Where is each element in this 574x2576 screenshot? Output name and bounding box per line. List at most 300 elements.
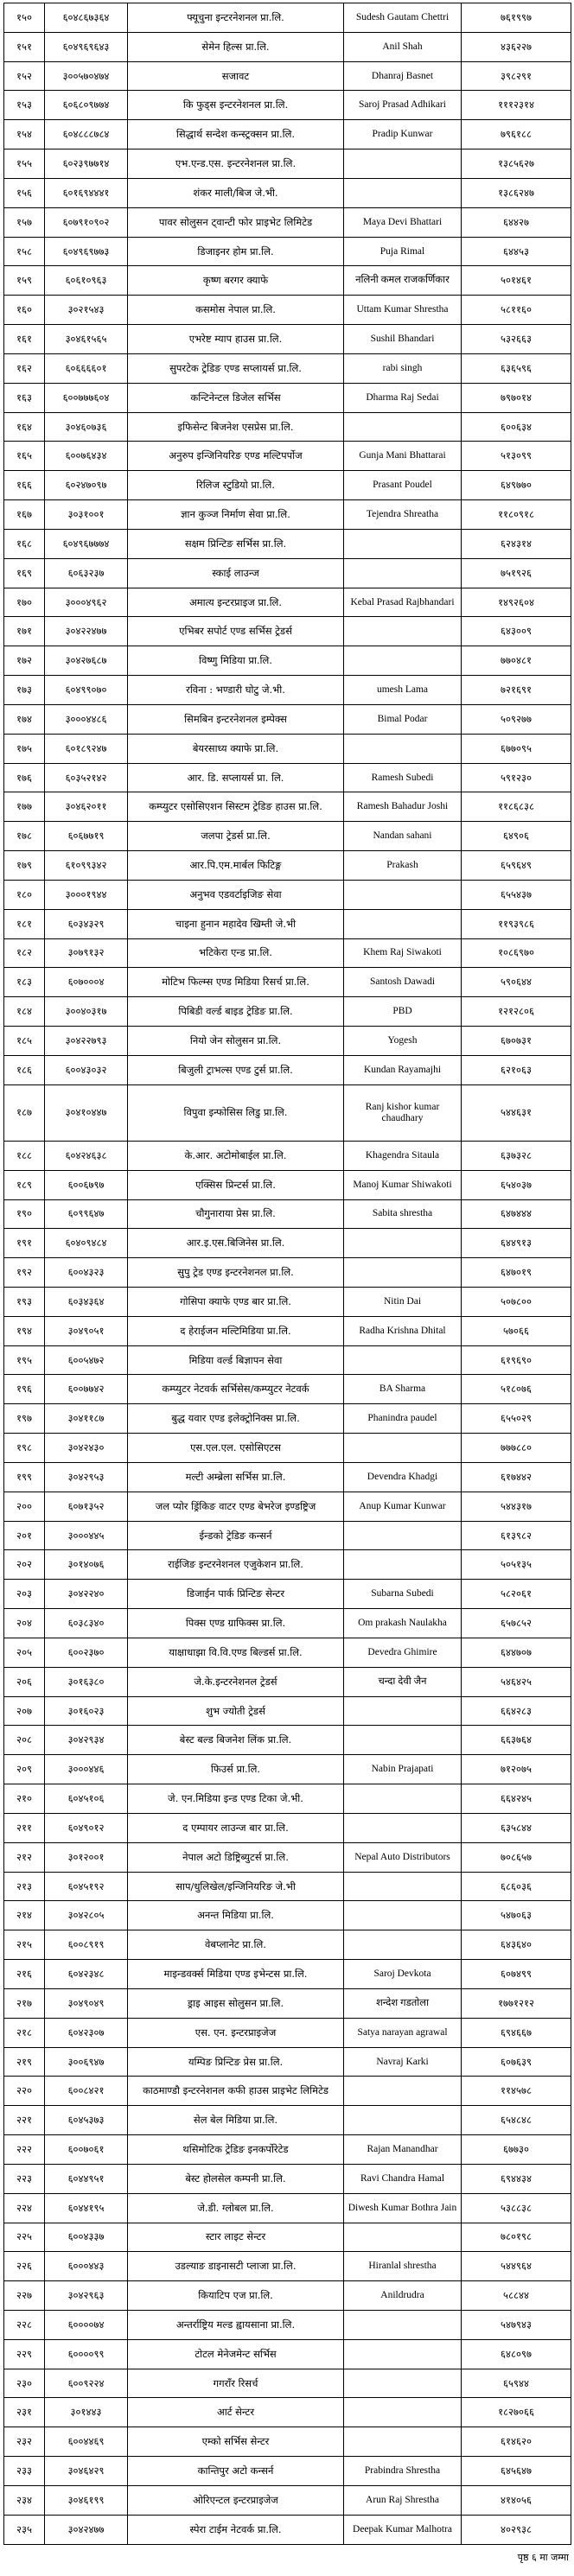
amount-cell: ५१८०७६ <box>462 1375 571 1404</box>
contact-person-cell <box>344 529 462 558</box>
serial-number-cell: २१२ <box>4 1842 45 1872</box>
table-row <box>4 353 571 383</box>
pan-number-cell: ३०४२४७७ <box>45 2515 128 2544</box>
company-name-cell: सेल बेल मिडिया प्रा.लि. <box>128 2106 344 2135</box>
pan-number-cell: ३०००४४६ <box>45 1755 128 1784</box>
company-name-cell: पिबिडी वर्ल्ड बाइड ट्रेडिङ प्रा.लि. <box>128 997 344 1027</box>
table-row <box>4 237 571 266</box>
table-row <box>4 1550 571 1580</box>
taxpayer-table <box>3 3 571 2545</box>
contact-person-cell: Tejendra Shreatha <box>344 500 462 530</box>
table-row <box>4 2077 571 2106</box>
company-name-cell: अनुरुप इन्जिनियरिङ एण्ड मल्टिपर्पोज <box>128 442 344 471</box>
amount-cell: ६५९६४९ <box>462 851 571 881</box>
serial-number-cell: २०८ <box>4 1726 45 1755</box>
pan-number-cell: ६०४२३४८ <box>45 1960 128 1989</box>
serial-number-cell: १८६ <box>4 1055 45 1084</box>
table-row <box>4 2223 571 2252</box>
serial-number-cell: १९७ <box>4 1404 45 1434</box>
contact-person-cell: Sudesh Gautam Chettri <box>344 3 462 33</box>
contact-person-cell: Om prakash Naulakha <box>344 1609 462 1638</box>
pan-number-cell: ६०४५१०६ <box>45 1784 128 1814</box>
amount-cell: ६२१०६३ <box>462 1055 571 1084</box>
company-name-cell: जल प्योर ड्रिंकिङ वाटर एण्ड बेभरेज इण्डष्ट्रिज <box>128 1492 344 1521</box>
serial-number-cell: १५५ <box>4 149 45 179</box>
table-row <box>4 32 571 61</box>
company-name-cell: मिडिया वर्ल्ड बिज्ञापन सेवा <box>128 1345 344 1375</box>
contact-person-cell <box>344 1258 462 1288</box>
table-row <box>4 1609 571 1638</box>
company-name-cell: बेस्ट होलसेल कम्पनी प्रा.लि. <box>128 2164 344 2193</box>
pan-number-cell: ६०९९६४७ <box>45 1199 128 1229</box>
contact-person-cell: Khagendra Sitaula <box>344 1141 462 1170</box>
amount-cell: ६४७०१९ <box>462 1258 571 1288</box>
amount-cell: १७७१२१२ <box>462 1988 571 2018</box>
serial-number-cell: १५४ <box>4 120 45 149</box>
table-row <box>4 734 571 763</box>
contact-person-cell: Satya narayan agrawal <box>344 2018 462 2047</box>
amount-cell: ५९१२३० <box>462 763 571 792</box>
company-name-cell: अनुभव एडवर्टाइजिङ सेवा <box>128 880 344 909</box>
amount-cell: १३८५६२७ <box>462 149 571 179</box>
amount-cell: ६४४५३ <box>462 237 571 266</box>
amount-cell: ६१९६९० <box>462 1345 571 1375</box>
amount-cell: ६५७८५२ <box>462 1609 571 1638</box>
pan-number-cell: ६००७७७६०४ <box>45 383 128 412</box>
amount-cell: ६७७०९५ <box>462 734 571 763</box>
pan-number-cell: ६००४३३७ <box>45 2223 128 2252</box>
table-row <box>4 2485 571 2515</box>
contact-person-cell: umesh Lama <box>344 676 462 705</box>
pan-number-cell: ३०४२४३० <box>45 1434 128 1463</box>
company-name-cell: बेयरसाध्य क्याफे प्रा.लि. <box>128 734 344 763</box>
serial-number-cell: २०४ <box>4 1609 45 1638</box>
table-row <box>4 997 571 1027</box>
company-name-cell: द हेराईजन मल्टिमिडिया प्रा.लि. <box>128 1316 344 1345</box>
amount-cell: ६१४६२० <box>462 2427 571 2457</box>
company-name-cell: कृष्ण बरगर क्याफे <box>128 266 344 296</box>
amount-cell: ७६१९९७ <box>462 3 571 33</box>
amount-cell: ६४९७७० <box>462 471 571 500</box>
contact-person-cell <box>344 2369 462 2398</box>
contact-person-cell <box>344 1521 462 1550</box>
table-row <box>4 1434 571 1463</box>
table-row <box>4 1316 571 1345</box>
serial-number-cell: १७८ <box>4 822 45 851</box>
company-name-cell: ओरिएन्टल इन्टरप्राइजेज <box>128 2485 344 2515</box>
company-name-cell: शुभ ज्योती ट्रेडर्स <box>128 1696 344 1726</box>
pan-number-cell: ३०१४४३ <box>45 2398 128 2427</box>
serial-number-cell: १९२ <box>4 1258 45 1288</box>
table-row <box>4 383 571 412</box>
table-row <box>4 2427 571 2457</box>
amount-cell: ६६४२४५ <box>462 1784 571 1814</box>
company-name-cell: कियाटिप एज प्रा.लि. <box>128 2281 344 2311</box>
contact-person-cell <box>344 149 462 179</box>
serial-number-cell: २१९ <box>4 2047 45 2077</box>
amount-cell: ६७०७३१ <box>462 1026 571 1055</box>
table-row <box>4 61 571 91</box>
serial-number-cell: १७४ <box>4 704 45 734</box>
pan-number-cell: ३०४६४२९ <box>45 2457 128 2486</box>
table-row <box>4 325 571 354</box>
amount-cell: १४९२६०४ <box>462 588 571 617</box>
amount-cell: ७८०१९८ <box>462 2223 571 2252</box>
table-row <box>4 266 571 296</box>
table-row <box>4 529 571 558</box>
contact-person-cell: Sabita shrestha <box>344 1199 462 1229</box>
table-row <box>4 412 571 442</box>
contact-person-cell <box>344 1345 462 1375</box>
amount-cell: ७७०४८१ <box>462 646 571 676</box>
contact-person-cell <box>344 1726 462 1755</box>
company-name-cell: आर.इ.एस.बिजिनेस प्रा.लि. <box>128 1229 344 1258</box>
pan-number-cell: ६००६७९७ <box>45 1170 128 1199</box>
serial-number-cell: २०५ <box>4 1638 45 1667</box>
serial-number-cell: १७० <box>4 588 45 617</box>
table-row <box>4 500 571 530</box>
serial-number-cell: २१४ <box>4 1901 45 1930</box>
pan-number-cell: ३०००४४८६ <box>45 704 128 734</box>
table-row <box>4 1170 571 1199</box>
amount-cell: ६४८०९७ <box>462 2339 571 2369</box>
company-name-cell: विपुवा इन्फोसिस लिडु प्रा.लि. <box>128 1084 344 1141</box>
pan-number-cell: ६०३४३६४ <box>45 1288 128 1317</box>
contact-person-cell: Puja Rimal <box>344 237 462 266</box>
pan-number-cell: ३०१६३८० <box>45 1667 128 1696</box>
serial-number-cell: २२१ <box>4 2106 45 2135</box>
company-name-cell: मोटिभ फिल्म्स एण्ड मिडिया रिसर्च प्रा.लि. <box>128 968 344 997</box>
company-name-cell: एम्को सर्भिस सेन्टर <box>128 2427 344 2457</box>
table-row <box>4 880 571 909</box>
pan-number-cell: ६०२४७०९७ <box>45 471 128 500</box>
contact-person-cell <box>344 1434 462 1463</box>
table-row <box>4 120 571 149</box>
pan-number-cell: ६०६८०९७७४ <box>45 91 128 120</box>
amount-cell: ६४४९१३ <box>462 1229 571 1258</box>
pan-number-cell: ६०४०९४८४ <box>45 1229 128 1258</box>
table-row <box>4 1084 571 1141</box>
table-row <box>4 2339 571 2369</box>
company-name-cell: ड्राइ आइस सोलुसन प्रा.लि. <box>128 1988 344 2018</box>
pan-number-cell: ६००२३७० <box>45 1638 128 1667</box>
contact-person-cell: Saroj Prasad Adhikari <box>344 91 462 120</box>
amount-cell: १११२३१४ <box>462 91 571 120</box>
contact-person-cell: Anil Shah <box>344 32 462 61</box>
serial-number-cell: १७२ <box>4 646 45 676</box>
table-row <box>4 1988 571 2018</box>
contact-person-cell <box>344 178 462 207</box>
pan-number-cell: ६०४४९५१ <box>45 2164 128 2193</box>
pan-number-cell: ६००७०६१ <box>45 2135 128 2165</box>
table-row <box>4 2310 571 2339</box>
contact-person-cell: Phanindra paudel <box>344 1404 462 1434</box>
company-name-cell: शंकर माली/बिज जे.भी. <box>128 178 344 207</box>
serial-number-cell: २२८ <box>4 2310 45 2339</box>
amount-cell: ६०७६३९ <box>462 2047 571 2077</box>
pan-number-cell: ६०७०००४ <box>45 968 128 997</box>
amount-cell: ६७७३० <box>462 2135 571 2165</box>
amount-cell: ७९७०१४ <box>462 383 571 412</box>
contact-person-cell: Hiranlal shrestha <box>344 2252 462 2281</box>
company-name-cell: एभिबर सपोर्ट एण्ड सर्भिस ट्रेडर्स <box>128 617 344 646</box>
table-row <box>4 646 571 676</box>
pan-number-cell: ३०४२८०५ <box>45 1901 128 1930</box>
contact-person-cell: Sushil Bhandari <box>344 325 462 354</box>
amount-cell: ६४३६४० <box>462 1930 571 1960</box>
company-name-cell: डिजाईन पार्क प्रिन्टिङ सेन्टर <box>128 1580 344 1609</box>
table-row <box>4 1813 571 1842</box>
contact-person-cell: Kebal Prasad Rajbhandari <box>344 588 462 617</box>
pan-number-cell: ३०४१०४४७ <box>45 1084 128 1141</box>
company-name-cell: एभरेष्ट म्याप हाउस प्रा.लि. <box>128 325 344 354</box>
serial-number-cell: १६५ <box>4 442 45 471</box>
table-row <box>4 2106 571 2135</box>
pan-number-cell: ६०४८६७३६४ <box>45 3 128 33</box>
company-name-cell: सुपु ट्रेड एण्ड इन्टरनेशनल प्रा.लि. <box>128 1258 344 1288</box>
table-row <box>4 763 571 792</box>
contact-person-cell: Manoj Kumar Shiwakoti <box>344 1170 462 1199</box>
table-row <box>4 1521 571 1550</box>
company-name-cell: ईन्डको ट्रेडिङ कन्सर्न <box>128 1521 344 1550</box>
pan-number-cell: ६०३८३४० <box>45 1609 128 1638</box>
table-row <box>4 1901 571 1930</box>
pan-number-cell: ३०४२२४० <box>45 1580 128 1609</box>
table-row <box>4 1667 571 1696</box>
contact-person-cell <box>344 646 462 676</box>
pan-number-cell: ३०४२९६३ <box>45 2281 128 2311</box>
table-row <box>4 1580 571 1609</box>
contact-person-cell <box>344 909 462 938</box>
company-name-cell: रिलिज स्टुडियो प्रा.लि. <box>128 471 344 500</box>
table-row <box>4 1288 571 1317</box>
company-name-cell: यम्पिङ प्रिन्टिङ प्रेस प्रा.लि. <box>128 2047 344 2077</box>
serial-number-cell: २०२ <box>4 1550 45 1580</box>
amount-cell: १०८६९७० <box>462 938 571 968</box>
contact-person-cell: Dhanraj Basnet <box>344 61 462 91</box>
amount-cell: ७५१९२६ <box>462 558 571 588</box>
company-name-cell: सिद्धार्थ सन्देश कन्स्ट्रक्सन प्रा.लि. <box>128 120 344 149</box>
contact-person-cell: Ramesh Subedi <box>344 763 462 792</box>
contact-person-cell <box>344 2077 462 2106</box>
company-name-cell: नियो जेन सोलुसन प्रा.लि. <box>128 1026 344 1055</box>
contact-person-cell: Devendra Khadgi <box>344 1462 462 1492</box>
serial-number-cell: १६७ <box>4 500 45 530</box>
contact-person-cell: Navraj Karki <box>344 2047 462 2077</box>
pan-number-cell: ६००००७४ <box>45 2310 128 2339</box>
serial-number-cell: १९३ <box>4 1288 45 1317</box>
pan-number-cell: ६०६३२३७ <box>45 558 128 588</box>
table-row <box>4 704 571 734</box>
amount-cell: १३८६२४७ <box>462 178 571 207</box>
pan-number-cell: ६०३५२१४२ <box>45 763 128 792</box>
contact-person-cell: Ravi Chandra Hamal <box>344 2164 462 2193</box>
company-name-cell: बेस्ट बल्ड बिजनेश लिंक प्रा.लि. <box>128 1726 344 1755</box>
serial-number-cell: २२५ <box>4 2223 45 2252</box>
pan-number-cell: ६०७१३५२ <box>45 1492 128 1521</box>
amount-cell: १८२७०६६ <box>462 2398 571 2427</box>
pan-number-cell: ६००४३०३२ <box>45 1055 128 1084</box>
table-row <box>4 1055 571 1084</box>
serial-number-cell: १५३ <box>4 91 45 120</box>
pan-number-cell: ६०४४१९५ <box>45 2193 128 2223</box>
amount-cell: ६४४७०७ <box>462 1638 571 1667</box>
contact-person-cell: चन्दा देवी जैन <box>344 1667 462 1696</box>
pan-number-cell: ६०६१०९६३ <box>45 266 128 296</box>
serial-number-cell: १७१ <box>4 617 45 646</box>
table-row <box>4 1404 571 1434</box>
amount-cell: ५०९२७७ <box>462 704 571 734</box>
pan-number-cell: ६०२३९७७१४ <box>45 149 128 179</box>
amount-cell: ६१७४४२ <box>462 1462 571 1492</box>
pan-number-cell: ३०१६०२३ <box>45 1696 128 1726</box>
serial-number-cell: २२३ <box>4 2164 45 2193</box>
serial-number-cell: १५७ <box>4 207 45 237</box>
company-name-cell: के.आर. अटोमोबाईल प्रा.लि. <box>128 1141 344 1170</box>
pan-number-cell: ३०००४४५ <box>45 1521 128 1550</box>
amount-cell: ६४३००९ <box>462 617 571 646</box>
pan-number-cell: ३०००१९४४ <box>45 880 128 909</box>
table-row <box>4 2047 571 2077</box>
company-name-cell: कम्प्युटर एसोसिएशन सिस्टम ट्रेडिङ हाउस प्रा.लि. <box>128 792 344 822</box>
amount-cell: ६५५४३७ <box>462 880 571 909</box>
pan-number-cell: ६०४८८८७८४ <box>45 120 128 149</box>
contact-person-cell <box>344 1550 462 1580</box>
serial-number-cell: १५१ <box>4 32 45 61</box>
company-name-cell: सजावट <box>128 61 344 91</box>
amount-cell: ५४४३१७ <box>462 1492 571 1521</box>
pan-number-cell: ६०१६९४४४१ <box>45 178 128 207</box>
pan-number-cell: ३००५७०४७४ <box>45 61 128 91</box>
contact-person-cell <box>344 1696 462 1726</box>
amount-cell: ६३५८४४ <box>462 1813 571 1842</box>
table-row <box>4 851 571 881</box>
pan-number-cell: ६००८९१९ <box>45 1930 128 1960</box>
serial-number-cell: २३५ <box>4 2515 45 2544</box>
contact-person-cell <box>344 734 462 763</box>
contact-person-cell <box>344 412 462 442</box>
company-name-cell: स्काई लाउन्ज <box>128 558 344 588</box>
contact-person-cell: Anup Kumar Kunwar <box>344 1492 462 1521</box>
company-name-cell: एस. एन. इन्टरप्राइजेज <box>128 2018 344 2047</box>
amount-cell: ७१२०७५ <box>462 1755 571 1784</box>
serial-number-cell: १८३ <box>4 968 45 997</box>
company-name-cell: एस.एल.एल. एसोसिएटस <box>128 1434 344 1463</box>
company-name-cell: रविना : भण्डारी घोटु जे.भी. <box>128 676 344 705</box>
company-name-cell: अन्तर्राष्ट्रिय मल्ड ह्वायसाना प्रा.लि. <box>128 2310 344 2339</box>
contact-person-cell: Ranj kishor kumar chaudhary <box>344 1084 462 1141</box>
amount-cell: ६९४६६७ <box>462 2018 571 2047</box>
serial-number-cell: १५२ <box>4 61 45 91</box>
company-name-cell: टोटल मेनेजमेन्ट सर्भिस <box>128 2339 344 2369</box>
contact-person-cell: Uttam Kumar Shrestha <box>344 296 462 325</box>
contact-person-cell: नलिनी कमल राजकर्णिकार <box>344 266 462 296</box>
table-row <box>4 588 571 617</box>
table-row <box>4 2164 571 2193</box>
table-row <box>4 2193 571 2223</box>
serial-number-cell: १९८ <box>4 1434 45 1463</box>
table-row <box>4 1726 571 1755</box>
amount-cell: ७०८६५७ <box>462 1842 571 1872</box>
serial-number-cell: १९४ <box>4 1316 45 1345</box>
pan-number-cell: ३०४६१९९ <box>45 2485 128 2515</box>
company-name-cell: आर.पि.एम.मार्बल फिटिङ्ग <box>128 851 344 881</box>
serial-number-cell: १८४ <box>4 997 45 1027</box>
pan-number-cell: ३०४२९५३ <box>45 1462 128 1492</box>
company-name-cell: भटिकेरा एन्ड प्रा.लि. <box>128 938 344 968</box>
company-name-cell: एभ.एन्ड.एस. इन्टरनेशनल प्रा.लि. <box>128 149 344 179</box>
table-row <box>4 1199 571 1229</box>
company-name-cell: कम्प्युटर नेटवर्क सर्भिसेस/कम्प्युटर नेटवर्क <box>128 1375 344 1404</box>
pan-number-cell: ३०४२७६८७ <box>45 646 128 676</box>
serial-number-cell: २३३ <box>4 2457 45 2486</box>
company-name-cell: बुद्ध यवार एण्ड इलेक्ट्रोनिक्स प्रा.लि. <box>128 1404 344 1434</box>
table-row <box>4 442 571 471</box>
table-row <box>4 1872 571 1901</box>
contact-person-cell <box>344 617 462 646</box>
table-row <box>4 1345 571 1375</box>
company-name-cell: ज्ञान कुञ्ज निर्माण सेवा प्रा.लि. <box>128 500 344 530</box>
company-name-cell: अनन्त मिडिया प्रा.लि. <box>128 1901 344 1930</box>
company-name-cell: पावर सोलुसन ट्वान्टी फोर प्राइभेट लिमिटेड <box>128 207 344 237</box>
amount-cell: ४३६२२७ <box>462 32 571 61</box>
pan-number-cell: ६००५४७२ <box>45 1345 128 1375</box>
pan-number-cell: ६०१८९२४७ <box>45 734 128 763</box>
amount-cell: ६५४८४८ <box>462 2106 571 2135</box>
contact-person-cell: rabi singh <box>344 353 462 383</box>
table-row <box>4 2281 571 2311</box>
table-row <box>4 1141 571 1170</box>
table-row <box>4 1026 571 1055</box>
company-name-cell: कान्तिपुर अटो कन्सर्न <box>128 2457 344 2486</box>
serial-number-cell: १८२ <box>4 938 45 968</box>
serial-number-cell: १९९ <box>4 1462 45 1492</box>
serial-number-cell: १६९ <box>4 558 45 588</box>
company-name-cell: कसमोस नेपाल प्रा.लि. <box>128 296 344 325</box>
contact-person-cell: Nepal Auto Distributors <box>344 1842 462 1872</box>
table-row <box>4 558 571 588</box>
table-row <box>4 2398 571 2427</box>
serial-number-cell: १५८ <box>4 237 45 266</box>
company-name-cell: काठमाण्डौ इन्टरनेशनल कफी हाउस प्राइभेट लिमिटेड <box>128 2077 344 2106</box>
contact-person-cell: Saroj Devkota <box>344 1960 462 1989</box>
company-name-cell: जे.डी. ग्लोबल प्रा.लि. <box>128 2193 344 2223</box>
amount-cell: ६६३७६४ <box>462 1726 571 1755</box>
company-name-cell: अमात्य इन्टरप्राइज प्रा.लि. <box>128 588 344 617</box>
table-row <box>4 178 571 207</box>
amount-cell: ५९०६४४ <box>462 968 571 997</box>
amount-cell: ५४७९४३ <box>462 2310 571 2339</box>
contact-person-cell: Kundan Rayamajhi <box>344 1055 462 1084</box>
amount-cell: १२१२८०६ <box>462 997 571 1027</box>
pan-number-cell: ६०४९६७७७४ <box>45 529 128 558</box>
serial-number-cell: २१७ <box>4 1988 45 2018</box>
contact-person-cell: Prakash <box>344 851 462 881</box>
pan-number-cell: ६००४४६९ <box>45 2427 128 2457</box>
amount-cell: ७२१६९१ <box>462 676 571 705</box>
contact-person-cell: Radha Krishna Dhital <box>344 1316 462 1345</box>
company-name-cell: गोसिपा क्याफे एण्ड बार प्रा.लि. <box>128 1288 344 1317</box>
contact-person-cell: Deepak Kumar Malhotra <box>344 2515 462 2544</box>
pan-number-cell: ६०६६६६०१ <box>45 353 128 383</box>
amount-cell: ६४५६४७ <box>462 2457 571 2486</box>
contact-person-cell: Ramesh Bahadur Joshi <box>344 792 462 822</box>
pan-number-cell: ६०३४३२९ <box>45 909 128 938</box>
amount-cell: ६३७३२८ <box>462 1141 571 1170</box>
serial-number-cell: २०१ <box>4 1521 45 1550</box>
contact-person-cell: Subarna Subedi <box>344 1580 462 1609</box>
table-row <box>4 1755 571 1784</box>
